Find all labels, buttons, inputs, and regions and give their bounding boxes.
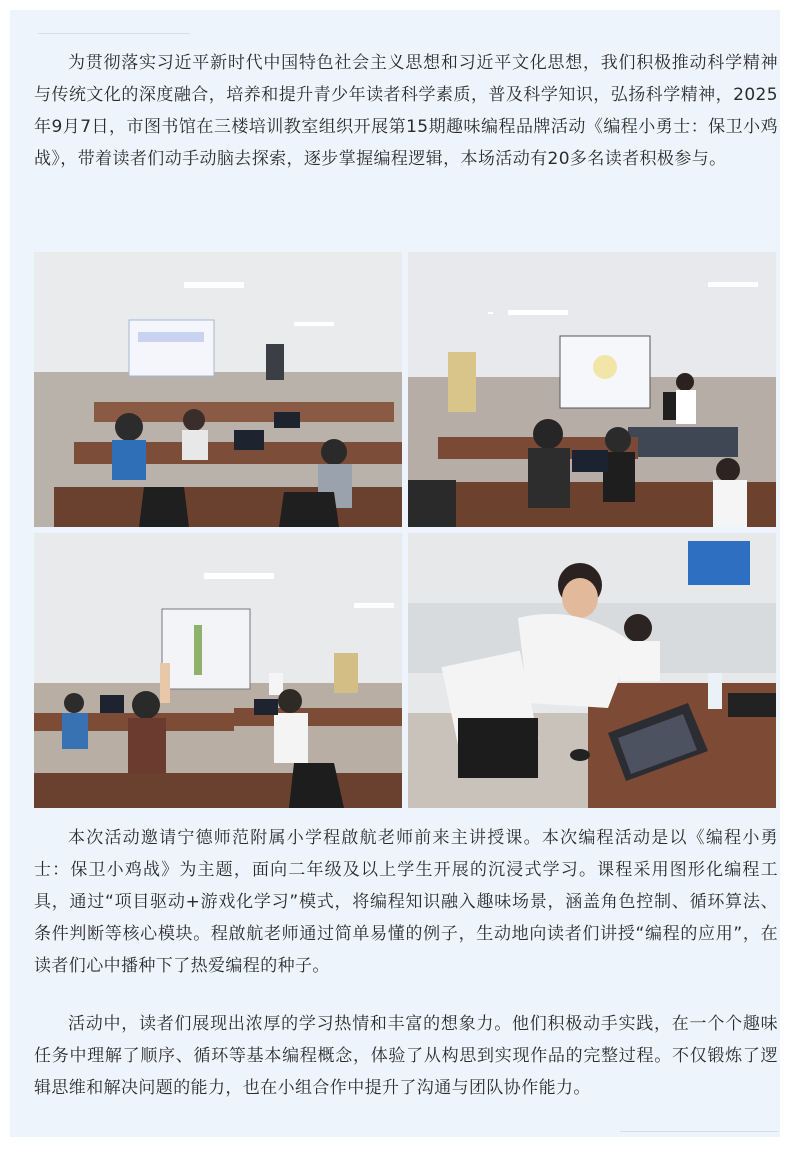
classroom-photo-4 <box>408 533 776 808</box>
bottom-divider <box>620 1131 778 1132</box>
intro-paragraph: 为贯彻落实习近平新时代中国特色社会主义思想和习近平文化思想，我们积极推动科学精神与传统文化的深度融合，培养和提升青少年读者科学素质，普及科学知识，弘扬科学精神，2025年9月7日，市图书馆在三楼培训教室组织开展第15期趣味编程品牌活动《编程小勇士：保卫小鸡战》，带着读者们动手动脑去探索，逐步掌握编程逻辑，本场活动有20多名读者积极参与。 <box>34 53 778 169</box>
activity-paragraph: 活动中，读者们展现出浓厚的学习热情和丰富的想象力。他们积极动手实践，在一个个趣味任务中理解了顺序、循环等基本编程概念，体验了从构思到实现作品的完整过程。不仅锻炼了逻辑思维和解决问题的能力，也在小组合作中提升了沟通与团队协作能力。 <box>34 1014 778 1098</box>
top-divider <box>38 33 190 34</box>
classroom-photo-2 <box>408 252 776 527</box>
instructor-paragraph: 本次活动邀请宁德师范附属小学程啟航老师前来主讲授课。本次编程活动是以《编程小勇士：保卫小鸡战》为主题，面向二年级及以上学生开展的沉浸式学习。课程采用图形化编程工具，通过“项目驱动+游戏化学习”模式，将编程知识融入趣味场景，涵盖角色控制、循环算法、条件判断等核心模块。程啟航老师通过简单易懂的例子，生动地向读者们讲授“编程的应用”，在读者们心中播种下了热爱编程的种子。 <box>34 828 778 976</box>
classroom-photo-teacher-podium-icon <box>408 252 776 527</box>
classroom-photo-3 <box>34 533 402 808</box>
classroom-photo-teacher-helping-student-icon <box>408 533 776 808</box>
classroom-photo-1 <box>34 252 402 527</box>
article-card <box>10 10 780 1137</box>
classroom-photo-raised-hand-icon <box>34 533 402 808</box>
classroom-photo-projector-left-icon <box>34 252 402 527</box>
